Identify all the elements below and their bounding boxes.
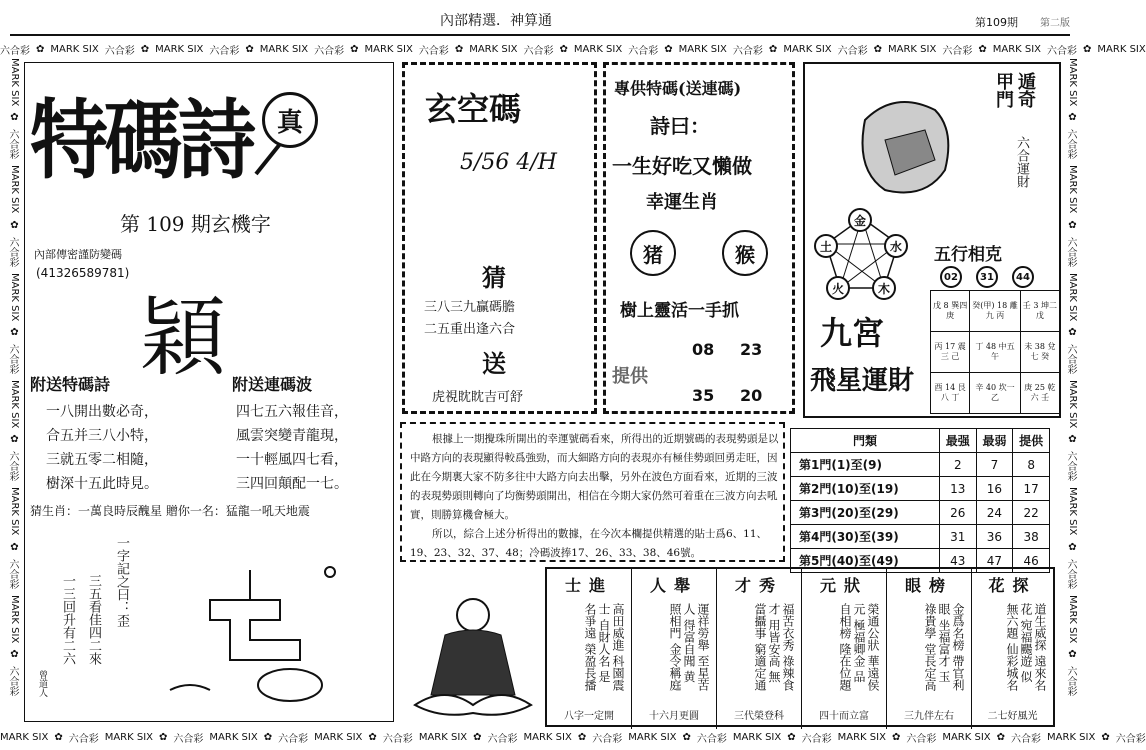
char-column: 一三回升有二六: [60, 574, 75, 665]
number-ball: 08: [692, 340, 715, 359]
category-body: 運祥勞舉 至星苦人 得富自聞 黄照相門 金令稱庭: [668, 603, 710, 691]
table-cell: 47: [976, 549, 1013, 573]
category-head: 眼榜: [904, 576, 953, 595]
sketch-illustration: [150, 560, 370, 710]
table-cell: 22: [1013, 501, 1050, 525]
palace-cell: 未 38 兌七 癸: [1020, 332, 1059, 373]
category-foot: 十六月更圓: [649, 711, 699, 722]
table-row: [791, 453, 1050, 477]
category-column: [717, 569, 802, 729]
category-column: [547, 569, 632, 729]
provide-label: 提供: [612, 366, 648, 387]
table-cell: 7: [976, 453, 1013, 477]
xuankong-bottom: 虎視眈眈吉可舒: [432, 390, 524, 405]
palace-cell: 壬 3 坤二 戊: [1020, 291, 1059, 332]
table-cell: 2: [939, 453, 976, 477]
guess-label: 猜: [482, 264, 506, 292]
special-poem: 一生好吃又懶做: [612, 154, 752, 178]
table-cell: 13: [939, 477, 976, 501]
poem-title: 附送特碼詩: [30, 375, 111, 394]
category-head: 士進: [564, 576, 613, 595]
xuankong-title: 玄空碼: [425, 90, 522, 128]
magnifier-icon: [250, 140, 290, 180]
palace-cell: 辛 40 坎一 乙: [970, 373, 1021, 414]
table-cell: 31: [939, 525, 976, 549]
signature: 曾道人: [37, 670, 47, 697]
send-label: 送: [482, 350, 506, 378]
table-cell: 第1門(1)至(9): [791, 453, 940, 477]
poem-line: 一八開出數必奇，: [46, 404, 158, 420]
table-row: [791, 525, 1050, 549]
table-cell: 26: [939, 501, 976, 525]
special-line2: 樹上靈活一手抓: [620, 301, 739, 321]
palace-cell: 庚 25 乾六 壬: [1020, 373, 1059, 414]
category-body: 金爲名榜 帶官利眼 坐福富才 玉祿貴學 堂長定高: [923, 603, 965, 691]
palace-cell: 丙 17 震三 己: [931, 332, 970, 373]
category-foot: 四十而立富: [819, 711, 869, 722]
wave-title: 附送連碼波: [232, 375, 313, 394]
xuankong-line: 三八三九贏碼膽: [424, 300, 516, 315]
poem-line: 三就五零二相隨，: [46, 452, 158, 468]
palace-cell: 戊 8 巽四 庚: [931, 291, 970, 332]
category-column: [972, 569, 1053, 729]
table-cell: 第2門(10)至(19): [791, 477, 940, 501]
analysis-paragraph: 所以，綜合上述分析得出的數據，在今次本欄提供精選的貼士爲6、11、19、23、32、37、48；冷碼波捧17、26、33、38、46號。: [410, 528, 768, 559]
category-column: [632, 569, 717, 729]
special-title: 專供特碼(送連碼): [614, 79, 742, 98]
table-header: 門類: [791, 429, 940, 453]
table-cell: 第3門(20)至(29): [791, 501, 940, 525]
category-body: 高田威進 科園震士 自財人名 是名爭遠 榮盈長播: [583, 603, 625, 691]
wuxing-node: 金: [848, 208, 872, 232]
category-head: 元狀: [819, 576, 868, 595]
char-column: 三五看佳四二來: [86, 574, 101, 665]
category-head: 才秀: [734, 576, 783, 595]
header-title: 內部精選．神算通: [440, 13, 552, 29]
nine-palace-grid: [930, 290, 1060, 414]
palace-cell: 酉 14 艮八 丁: [931, 373, 970, 414]
table-cell: 第4門(30)至(39): [791, 525, 940, 549]
poem-block: [46, 400, 158, 496]
category-body: 福苦衣秀 祿辣食才 用皆安高 無當攝事 窮適定通: [753, 603, 795, 691]
table-cell: 17: [1013, 477, 1050, 501]
category-column: [887, 569, 972, 729]
table-cell: 43: [939, 549, 976, 573]
wave-line: 三四回顛配一七。: [236, 476, 348, 492]
wuxing-title: 五行相克: [934, 245, 1002, 265]
poem-line: 樹深十五此時見。: [46, 476, 158, 492]
qimen-note: 六合運財: [1014, 136, 1029, 188]
lucky-label: 幸運生肖: [646, 192, 718, 213]
category-head: 人舉: [649, 576, 698, 595]
wave-block: [236, 400, 348, 496]
number-ball: 02: [940, 266, 962, 288]
table-cell: 24: [976, 501, 1013, 525]
category-foot: 三九伴左右: [904, 711, 954, 722]
wuxing-node: 火: [826, 276, 850, 300]
mystery-char: 穎: [140, 288, 226, 388]
bottom-band: MARK SIX ✿ 六合彩 MARK SIX ✿ 六合彩 MARK SIX ✿ 六合彩 MARK SIX ✿ 六合彩 MARK SIX ✿ 六合彩 MARK SIX ✿ 六合彩 MARK SIX ✿ 六合彩 MARK SIX ✿ 六合彩 MARK SIX ✿ 六合彩 MARK SIX ✿ 六合彩 MARK SIX ✿ 六合彩: [0, 731, 1146, 745]
table-cell: 第5門(40)至(49): [791, 549, 940, 573]
secret-label: 內部傳密謹防變碼: [34, 248, 122, 261]
handwritten-code: 5/56 4/H: [460, 150, 557, 175]
issue-text: 第 109 期玄機字: [120, 212, 271, 236]
category-grid: [545, 567, 1055, 727]
palace-cell: 丁 48 中五 午: [970, 332, 1021, 373]
table-row: [791, 477, 1050, 501]
table-header: 最强: [939, 429, 976, 453]
xuankong-line: 二五重出逢六合: [424, 322, 516, 337]
header-version: 第二版: [1040, 18, 1070, 29]
poem-label: 詩曰：: [650, 114, 710, 138]
table-header: 最弱: [976, 429, 1013, 453]
category-foot: 二七好風光: [987, 711, 1038, 722]
wave-line: 一十輕風四七看，: [236, 452, 348, 468]
table-header: 提供: [1013, 429, 1050, 453]
category-body: 道生威探 遠來名花 宛福颺遊 似無六題 仙彩城名: [1005, 603, 1047, 691]
number-ball: 31: [976, 266, 998, 288]
wave-line: 四七五六報佳音，: [236, 404, 348, 420]
title-badge: 真: [262, 92, 318, 148]
wuxing-node: 水: [884, 234, 908, 258]
phone-number: (41326589781): [36, 266, 130, 280]
category-body: 榮通公狀 華遠侯元 極福卿金 品自相榜 隆在位題: [838, 603, 880, 691]
poem-line: 合五并三八小特，: [46, 428, 158, 444]
main-title: 特碼詩: [30, 90, 253, 191]
qimen-corner: 遁奇: [1015, 72, 1036, 108]
analysis-text: [410, 430, 780, 563]
flying-star-title: 飛星運財: [810, 366, 915, 396]
table-cell: 38: [1013, 525, 1050, 549]
zodiac-riddle: 猜生肖：一萬良時辰醜星 贈你一名：猛龍一吼天地震: [30, 504, 310, 518]
char-note: 一字記之曰：歪: [114, 536, 129, 627]
category-column: [802, 569, 887, 729]
qimen-corner: 甲門: [993, 72, 1014, 108]
animal-ball: 猪: [630, 230, 676, 276]
wuxing-node: 土: [814, 234, 838, 258]
header-issue: 第109期: [975, 16, 1018, 29]
number-ball: 23: [740, 340, 763, 359]
table-row: [791, 501, 1050, 525]
category-foot: 八字一定開: [564, 711, 614, 722]
table-cell: 46: [1013, 549, 1050, 573]
palace-title: 九宮: [820, 314, 885, 352]
category-head: 花探: [988, 576, 1037, 595]
wuxing-node: 木: [872, 276, 896, 300]
analysis-paragraph: 根據上一期攪珠所開出的幸運號碼看來，所得出的近期號碼的表現勢頭是以中路方向的表現顯得較爲強勁，而大細路方向的表現亦有極佳勢頭回勇走旺，因此在今期裏大家不防多往中大路方向去出擊，另外在波色方面看來，近期的三波的表現勢頭則轉向了均衡勢頭開出，相信在今期大家仍然可着重在三波方向去吼實，則勝算機會極大。: [410, 433, 779, 521]
palace-cell: 癸(甲) 18 離九 丙: [970, 291, 1021, 332]
category-foot: 三代榮登科: [734, 711, 784, 722]
table-cell: 16: [976, 477, 1013, 501]
table-cell: 36: [976, 525, 1013, 549]
left-band: MARK SIX ✿ 六合彩 MARK SIX ✿ 六合彩 MARK SIX ✿ 六合彩 MARK SIX ✿ 六合彩 MARK SIX ✿ 六合彩 MARK SIX ✿ 六合彩: [7, 58, 20, 696]
table-cell: 8: [1013, 453, 1050, 477]
number-ball: 44: [1012, 266, 1034, 288]
animal-ball: 猴: [722, 230, 768, 276]
number-ball: 20: [740, 386, 763, 405]
right-band: MARK SIX ✿ 六合彩 MARK SIX ✿ 六合彩 MARK SIX ✿ 六合彩 MARK SIX ✿ 六合彩 MARK SIX ✿ 六合彩 MARK SIX ✿ 六合彩: [1065, 58, 1078, 696]
sage-illustration: [405, 575, 540, 720]
stats-table: [790, 428, 1050, 573]
header-rule: [10, 34, 1070, 36]
number-ball: 35: [692, 386, 715, 405]
rider-illustration: [845, 80, 975, 210]
top-band: 六合彩 ✿ MARK SIX 六合彩 ✿ MARK SIX 六合彩 ✿ MARK SIX 六合彩 ✿ MARK SIX 六合彩 ✿ MARK SIX 六合彩 ✿ MARK SIX 六合彩 ✿ MARK SIX 六合彩 ✿ MARK SIX 六合彩 ✿ MARK SIX 六合彩 ✿ MARK SIX 六合彩 ✿ MARK SIX: [0, 43, 1146, 57]
wave-line: 風雲突變青龍現，: [236, 428, 348, 444]
